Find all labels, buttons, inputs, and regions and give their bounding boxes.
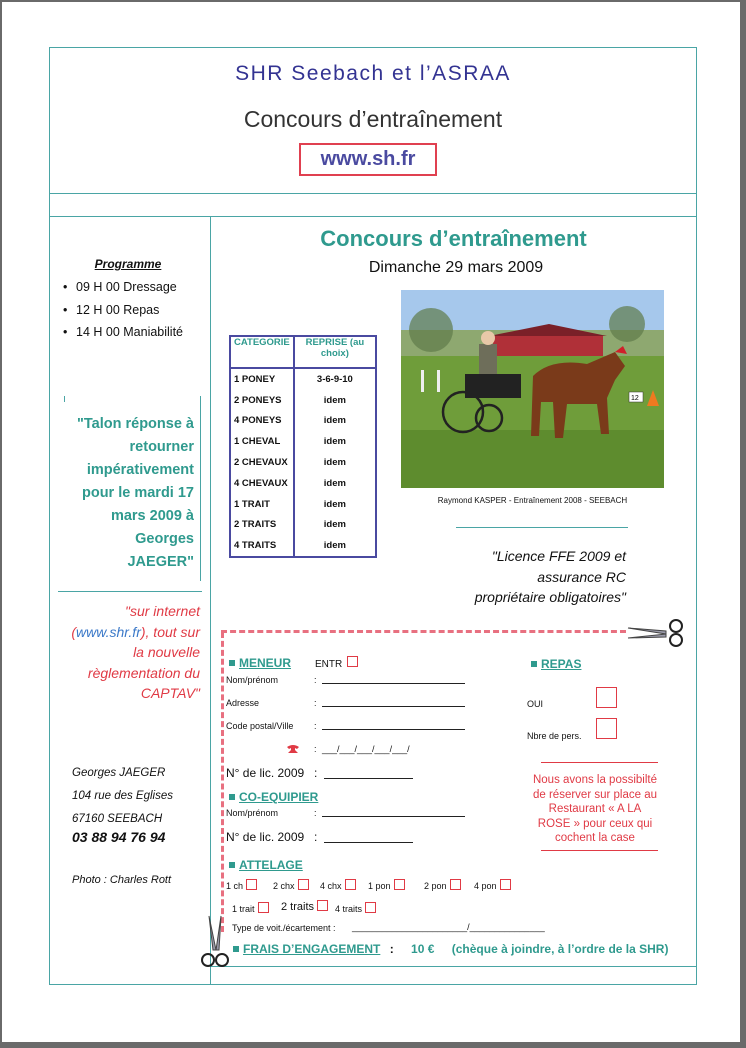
website-link[interactable]: www.sh.fr (299, 143, 437, 176)
talon-line: mars 2009 à (110, 508, 194, 524)
programme-list (62, 280, 183, 348)
bottom-rule (211, 966, 696, 967)
internet-text: ), tout sur (140, 623, 200, 640)
internet-line: "sur internet (124, 603, 200, 619)
table-cell: 2 TRAITS (230, 515, 294, 536)
table-cell: idem (294, 452, 376, 473)
coequipier-nom-input[interactable] (322, 816, 465, 817)
repas-oui-checkbox[interactable] (596, 687, 617, 708)
programme-item: • 12 H 00 Repas (76, 303, 183, 326)
attelage-option[interactable]: 2 traits (281, 900, 328, 913)
licence-line: propriétaire obligatoires" (474, 589, 626, 605)
cut-line-horizontal (221, 630, 626, 633)
scissors-icon (200, 914, 230, 968)
address-line: Georges JAEGER (72, 767, 166, 779)
attelage-option[interactable]: 2 chx (273, 879, 309, 891)
phone-input[interactable]: ___/___/___/___/___/ (322, 744, 410, 754)
oui-label: OUI (527, 699, 544, 709)
nbre-label: Nbre de pers. (527, 731, 582, 741)
event-title: Concours d’entraînement (320, 226, 587, 251)
entr-checkbox[interactable] (347, 656, 358, 667)
contact-phone: 03 88 94 76 94 (72, 829, 166, 845)
colon: : (314, 744, 317, 754)
talon-line: pour le mardi 17 (81, 485, 194, 501)
frais-line (233, 942, 668, 956)
org-title: SHR Seebach et l’ASRAA (235, 62, 511, 85)
internet-line: règlementation du (87, 664, 200, 681)
repas-rule-top (541, 762, 658, 763)
repas-note-line: de réserver sur place au (532, 788, 657, 801)
attelage-option[interactable]: 1 pon (368, 879, 405, 891)
licence-notice (440, 546, 626, 608)
table-cell: 2 CHEVAUX (230, 452, 294, 473)
licence-number-input[interactable] (324, 778, 413, 779)
photo-credit: Photo : Charles Rott (72, 874, 172, 886)
talon-rule-left (64, 396, 65, 402)
scissors-icon (626, 618, 688, 648)
category-table (229, 335, 377, 558)
colon: : (314, 721, 317, 731)
coequipier-licence-label: N° de lic. 2009 (226, 830, 305, 844)
event-date: Dimanche 29 mars 2009 (368, 259, 544, 276)
table-cell: idem (294, 515, 376, 536)
sidebar-rule (58, 591, 202, 592)
table-row (230, 515, 376, 536)
talon-line: retourner (129, 439, 194, 455)
frame-top (49, 47, 697, 48)
licence-number-label: N° de lic. 2009 (226, 766, 305, 780)
attelage-option[interactable]: 4 chx (320, 879, 356, 891)
type-voiture-input[interactable]: _______________________/_______________ (352, 922, 545, 932)
table-cell: idem (294, 411, 376, 432)
colon: : (314, 675, 317, 685)
meneur-heading: MENEUR (229, 654, 291, 672)
table-cell: idem (294, 390, 376, 411)
attelage-option[interactable]: 1 trait (232, 902, 269, 914)
table-cell: 4 CHEVAUX (230, 473, 294, 494)
photo-caption: Raymond KASPER - Entraînement 2008 - SEEBACH (437, 496, 628, 505)
programme-item: • 09 H 00 Dressage (76, 280, 183, 303)
programme-heading: Programme (94, 257, 162, 271)
attelage-option[interactable]: 4 traits (335, 902, 376, 914)
attelage-heading: ATTELAGE (229, 856, 303, 874)
entr-field (315, 656, 358, 670)
address-line: 104 rue des Eglises (72, 790, 174, 802)
header-subtitle: Concours d’entraînement (243, 106, 503, 132)
licence-line: assurance RC (537, 568, 626, 585)
colon: : (314, 698, 317, 708)
frame-right (696, 47, 697, 985)
table-cell: idem (294, 473, 376, 494)
repas-note (524, 773, 666, 846)
table-row (230, 390, 376, 411)
nom-label: Nom/prénom (226, 675, 279, 685)
telephone-icon (286, 744, 300, 754)
contact-address (72, 762, 173, 831)
talon-notice (66, 413, 194, 574)
frame-left (49, 47, 50, 985)
internet-link[interactable]: www.shr.fr (76, 623, 141, 640)
table-cell: 4 PONEYS (230, 411, 294, 432)
repas-note-line: Restaurant « A LA (548, 803, 642, 815)
attelage-option[interactable]: 4 pon (474, 879, 511, 891)
internet-line: la nouvelle (133, 644, 200, 660)
repas-note-line: Nous avons la possibilté (532, 774, 657, 786)
frais-amount: 10 € (411, 942, 435, 956)
table-row (230, 535, 376, 557)
repas-nbre-input[interactable] (596, 718, 617, 739)
repas-heading: REPAS (531, 655, 581, 673)
coequipier-nom-label: Nom/prénom (226, 808, 279, 818)
cp-label: Code postal/Ville (226, 721, 294, 731)
repas-note-line: ROSE » pour ceux qui (537, 817, 653, 830)
table-row (230, 452, 376, 473)
type-voiture-label: Type de voit./écartement : (232, 923, 336, 933)
table-row (230, 473, 376, 494)
header-rule-2 (49, 216, 697, 217)
talon-line: impérativement (86, 462, 194, 478)
column-divider (210, 216, 211, 984)
table-cell: 2 PONEYS (230, 390, 294, 411)
table-cell: idem (294, 535, 376, 557)
frame-bottom (49, 984, 697, 985)
table-row (230, 411, 376, 432)
caption-rule (456, 527, 628, 528)
table-cell: idem (294, 494, 376, 515)
talon-line: "Talon réponse à (77, 416, 194, 432)
horse-carriage-photo (401, 290, 664, 488)
internet-line-link (58, 622, 200, 643)
cut-line-vertical (221, 632, 224, 932)
entr-label: ENTR (315, 659, 343, 670)
talon-rule-right (200, 396, 201, 581)
cp-input[interactable] (322, 729, 465, 730)
table-cell: 4 TRAITS (230, 535, 294, 557)
coequipier-heading: CO-EQUIPIER (229, 788, 318, 806)
table-row (230, 494, 376, 515)
table-cell: 1 TRAIT (230, 494, 294, 515)
repas-note-line: cochent la case (555, 832, 635, 844)
colon: : (314, 808, 317, 818)
frais-note: (chèque à joindre, à l’ordre de la SHR) (451, 942, 669, 956)
colon: : (314, 766, 318, 780)
licence-line: "Licence FFE 2009 et (491, 548, 626, 564)
table-row (230, 368, 376, 390)
colon: : (389, 942, 394, 956)
table-cell: idem (294, 431, 376, 452)
table-cell: 1 PONEY (230, 368, 294, 390)
internet-notice (58, 601, 200, 704)
repas-rule-bottom (541, 850, 658, 851)
header-rule-1 (49, 193, 697, 194)
table-row (230, 431, 376, 452)
adresse-input[interactable] (322, 706, 465, 707)
table-header: REPRISE (au choix) (294, 336, 376, 368)
talon-line: Georges (135, 531, 194, 547)
talon-line: JAEGER" (127, 554, 194, 570)
frais-label: FRAIS D’ENGAGEMENT (243, 942, 381, 956)
paren: ( (71, 623, 77, 640)
table-header: CATEGORIE (230, 336, 294, 368)
attelage-option[interactable]: 1 ch (226, 879, 257, 891)
colon: : (314, 830, 318, 844)
table-cell: 1 CHEVAL (230, 431, 294, 452)
adresse-label: Adresse (226, 698, 260, 708)
attelage-option[interactable]: 2 pon (424, 879, 461, 891)
coequipier-licence-input[interactable] (324, 842, 413, 843)
programme-item: • 14 H 00 Maniabilité (76, 325, 183, 348)
internet-line: CAPTAV" (140, 685, 200, 701)
nom-input[interactable] (322, 683, 465, 684)
address-line: 67160 SEEBACH (72, 813, 163, 825)
svg-text:12: 12 (631, 395, 639, 402)
table-cell: 3-6-9-10 (294, 368, 376, 390)
